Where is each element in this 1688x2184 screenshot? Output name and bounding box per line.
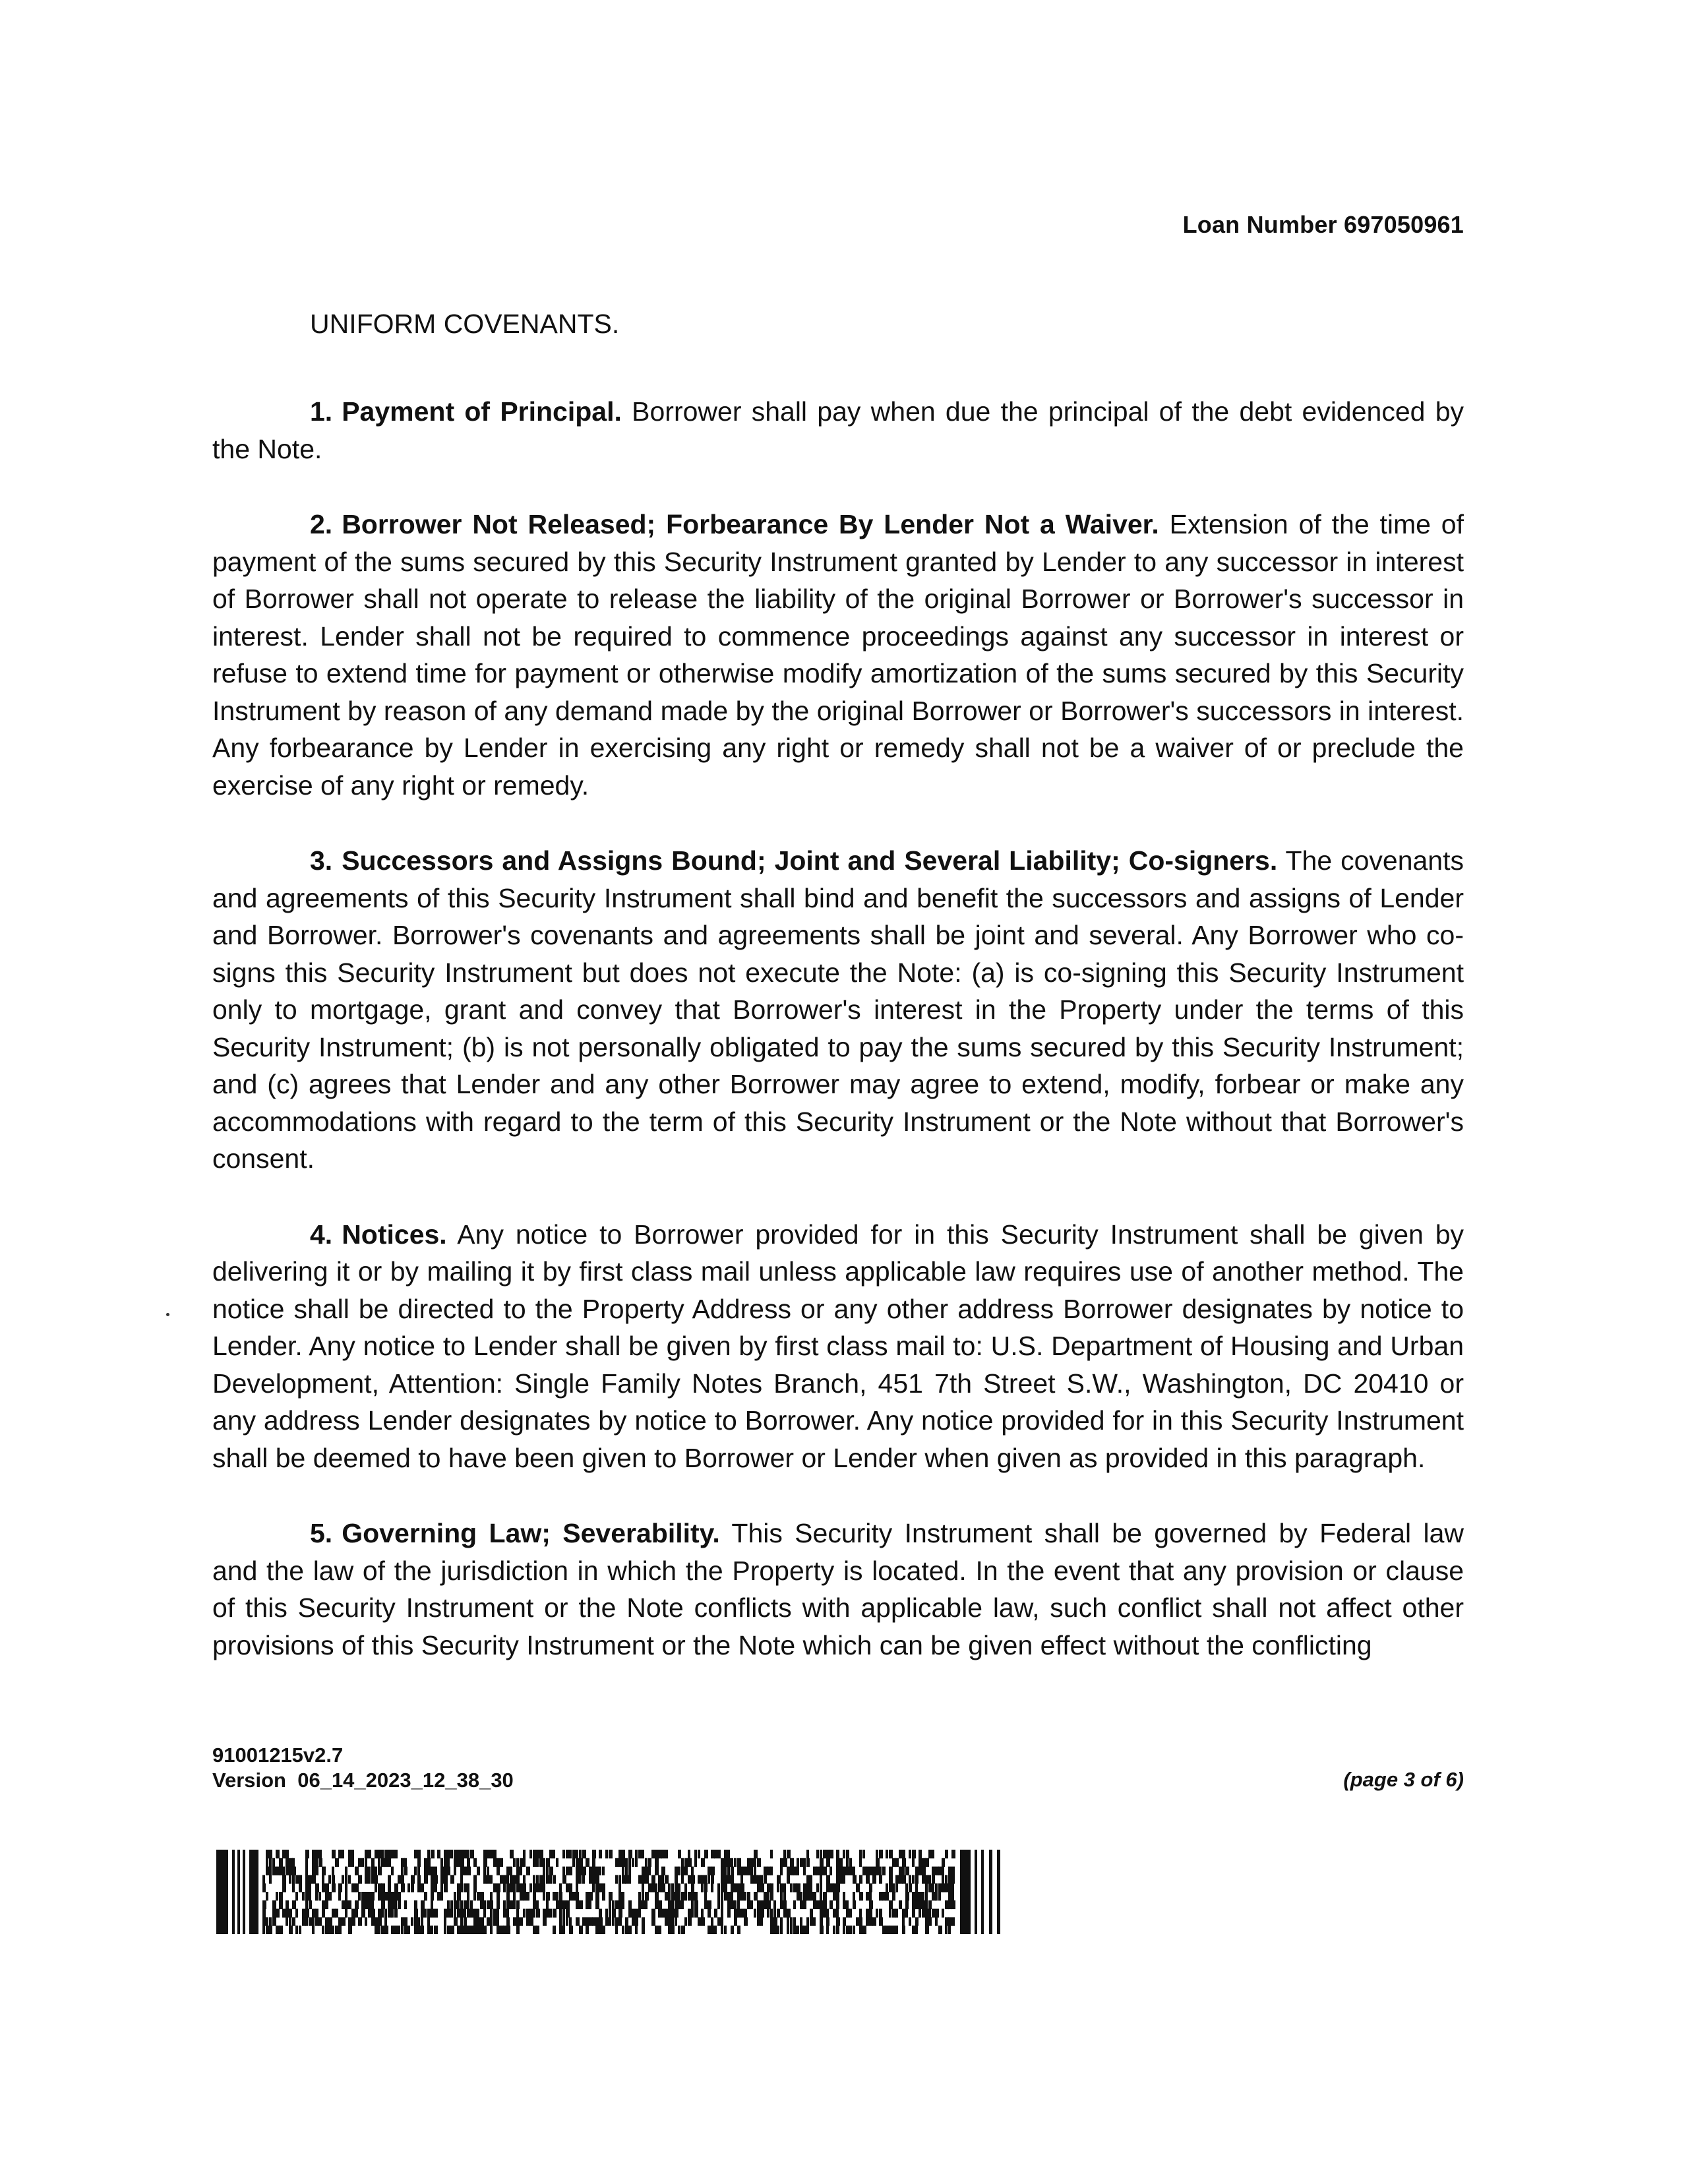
covenant-number: 2. — [310, 509, 333, 539]
covenant-title: Payment of Principal. — [342, 396, 622, 427]
covenant-text: The covenants and agreements of this Security Instrument shall bind and benefit the successors and assigns of Lender and Borrower. Borrower's covenants and agreements shall be joint and several. Any Borrower who co-signs this Security Instrument but does not execute the Note: (a) is co-signing this Security Instrument only to mortgage, grant and convey that Borrower's interest in the Property under the terms of this Security Instrument; (b) is not personally obligated to pay the sums secured by this Security Instrument; and (c) agrees that Lender and any other Borrower may agree to extend, modify, forbear or make any accommodations with regard to the term of this Security Instrument or the Note without that Borrower's consent. — [212, 845, 1464, 1174]
covenant-paragraph-3 — [212, 842, 1464, 1178]
covenant-paragraph-5 — [212, 1515, 1464, 1664]
covenant-number: 3. — [310, 845, 333, 876]
footer-form-info — [212, 1743, 514, 1793]
covenant-number: 4. — [310, 1219, 333, 1250]
covenant-title: Borrower Not Released; Forbearance By Lender Not a Waiver. — [342, 509, 1159, 539]
form-id: 91001215v2.7 — [212, 1744, 344, 1767]
covenants-body — [212, 393, 1464, 1702]
covenant-text: Borrower shall pay when due the principal of the debt evidenced by the Note. — [212, 396, 1464, 464]
covenant-number: 1. — [310, 396, 333, 427]
covenant-title: Successors and Assigns Bound; Joint and Several Liability; Co-signers. — [342, 845, 1278, 876]
covenant-title: Governing Law; Severability. — [342, 1518, 720, 1548]
covenant-text: This Security Instrument shall be governed by Federal law and the law of the jurisdiction in which the Property is located. In the event that any provision or clause of this Security Instrument or the Note conflicts with applicable law, such conflict shall not affect other provisions of this Security Instrument or the Note which can be given effect without the conflicting — [212, 1518, 1464, 1660]
covenant-paragraph-1 — [212, 393, 1464, 468]
page-indicator: (page 3 of 6) — [1343, 1768, 1464, 1791]
covenant-number: 5. — [310, 1518, 333, 1548]
barcode-icon — [216, 1850, 1005, 1934]
covenant-text: Any notice to Borrower provided for in this Security Instrument shall be given by delivering it or by mailing it by first class mail unless applicable law requires use of another method. The notice shall be directed to the Property Address or any other address Borrower designates by notice to Lender. Any notice to Lender shall be given by first class mail to: U.S. Department of Housing and Urban Development, Attention: Single Family Notes Branch, 451 7th Street S.W., Washington, DC 20410 or any address Lender designates by notice to Borrower. Any notice provided for in this Security Instrument shall be deemed to have been given to Borrower or Lender when given as provided in this paragraph. — [212, 1219, 1464, 1473]
section-heading: UNIFORM COVENANTS. — [310, 309, 620, 339]
loan-number: Loan Number 697050961 — [1182, 211, 1464, 238]
covenant-paragraph-2 — [212, 506, 1464, 804]
scan-speck — [166, 1313, 169, 1316]
form-version: Version 06_14_2023_12_38_30 — [212, 1769, 514, 1792]
covenant-title: Notices. — [342, 1219, 447, 1250]
covenant-paragraph-4 — [212, 1216, 1464, 1477]
covenant-text: Extension of the time of payment of the sums secured by this Security Instrument granted by Lender to any successor in interest of Borrower shall not operate to release the liability of the original Borrower or Borrower's successor in interest. Lender shall not be required to commence proceedings against any successor in interest or refuse to extend time for payment or otherwise modify amortization of the sums secured by this Security Instrument by reason of any demand made by the original Borrower or Borrower's successors in interest. Any forbearance by Lender in exercising any right or remedy shall not be a waiver of or preclude the exercise of any right or remedy. — [212, 509, 1464, 801]
